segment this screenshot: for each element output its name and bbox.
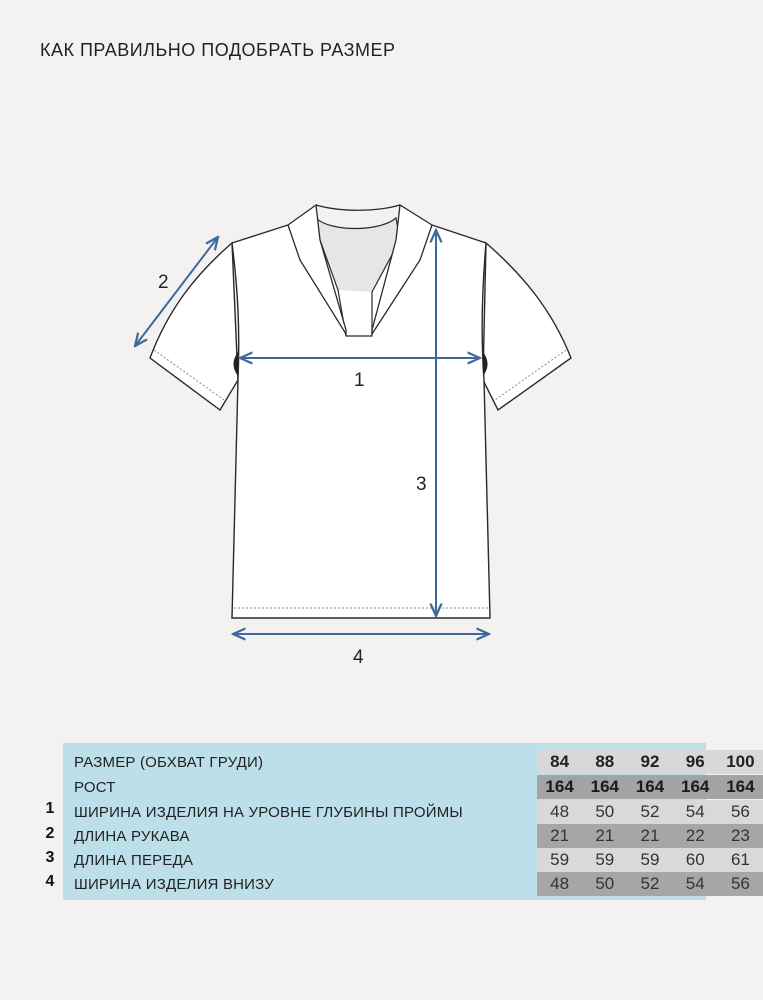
size-table xyxy=(63,743,755,900)
measure-label-1: 1 xyxy=(354,370,365,391)
measurement-value: 21 xyxy=(595,826,615,845)
size-header-label: РАЗМЕР (ОБХВАТ ГРУДИ) xyxy=(74,754,264,771)
measurement-value: 50 xyxy=(595,874,615,893)
measurement-value: 50 xyxy=(595,802,615,821)
measurement-value: 22 xyxy=(685,826,705,845)
measure-label-2: 2 xyxy=(158,272,169,293)
size-value: 88 xyxy=(595,752,615,771)
row-number: 3 xyxy=(45,849,55,866)
measurement-value: 21 xyxy=(640,826,660,845)
height-value: 164 xyxy=(545,777,574,796)
measurement-value: 56 xyxy=(730,874,750,893)
measurement-label: ШИРИНА ИЗДЕЛИЯ НА УРОВНЕ ГЛУБИНЫ ПРОЙМЫ xyxy=(74,804,463,821)
table-row xyxy=(63,872,750,896)
measurement-value: 54 xyxy=(685,874,705,893)
right-sleeve xyxy=(483,243,571,410)
row-number: 1 xyxy=(45,800,55,817)
table-height-row xyxy=(63,775,755,799)
measure-label-4: 4 xyxy=(353,647,364,668)
measurement-value: 59 xyxy=(550,850,570,869)
measurement-value: 61 xyxy=(730,850,750,869)
measurement-label: ШИРИНА ИЗДЕЛИЯ ВНИЗУ xyxy=(74,876,274,893)
measurement-value: 52 xyxy=(640,874,660,893)
measurement-value: 48 xyxy=(550,874,570,893)
table-row xyxy=(63,800,750,824)
row-number: 4 xyxy=(45,873,55,890)
measure-label-3: 3 xyxy=(416,474,427,495)
measurement-value: 59 xyxy=(595,850,615,869)
size-value: 100 xyxy=(726,752,755,771)
height-label: РОСТ xyxy=(74,779,116,796)
page-title: КАК ПРАВИЛЬНО ПОДОБРАТЬ РАЗМЕР xyxy=(40,40,396,60)
height-value: 164 xyxy=(635,777,665,796)
height-value: 164 xyxy=(681,777,710,796)
measurement-value: 60 xyxy=(685,850,705,869)
measurement-value: 23 xyxy=(730,826,750,845)
measurement-value: 48 xyxy=(550,802,570,821)
table-row xyxy=(63,824,750,848)
size-value: 92 xyxy=(640,752,660,771)
measurement-value: 21 xyxy=(550,826,570,845)
polo-shirt-diagram xyxy=(0,150,750,670)
measurement-value: 59 xyxy=(640,850,660,869)
height-value: 164 xyxy=(726,777,755,796)
shirt-illustration xyxy=(0,150,750,670)
measurement-label: ДЛИНА ПЕРЕДА xyxy=(74,852,194,869)
row-number: 2 xyxy=(45,825,55,842)
measurement-value: 52 xyxy=(640,802,660,821)
measurement-label: ДЛИНА РУКАВА xyxy=(74,828,190,845)
measurement-value: 54 xyxy=(685,802,705,821)
measurement-value: 56 xyxy=(730,802,750,821)
size-value: 84 xyxy=(550,752,570,771)
table-row xyxy=(63,848,750,872)
table-header-row xyxy=(63,750,755,774)
height-value: 164 xyxy=(590,777,619,796)
size-value: 96 xyxy=(685,752,705,771)
